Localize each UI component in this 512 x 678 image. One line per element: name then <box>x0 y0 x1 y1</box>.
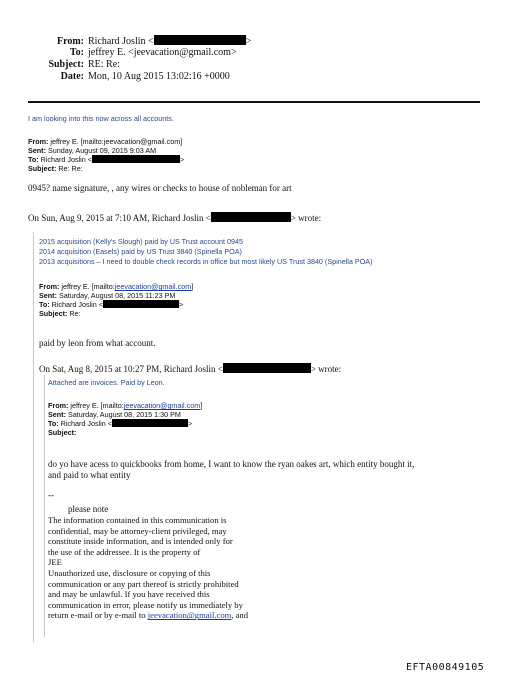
header-subject-row <box>0 59 120 71</box>
msg3-body: paid by leon from what account. <box>39 338 156 348</box>
msg3-attached-note: Attached are invoices. Paid by Leon. <box>48 378 165 387</box>
reply3-to-tail: > <box>187 419 193 428</box>
reply3-to-row <box>48 419 192 428</box>
reply1-to-tail: > <box>179 155 185 164</box>
reply1-to-label: To: <box>28 155 39 164</box>
notice-line: The information contained in this communication is <box>48 515 227 525</box>
reply1-sent-value: Sunday, August 09, 2015 9:03 AM <box>47 146 157 155</box>
msg2-wrote-line <box>28 212 321 224</box>
redaction-box <box>154 35 246 45</box>
reply1-to-value: Richard Joslin < <box>40 155 92 164</box>
reply3-sent-row <box>48 410 181 419</box>
reply2-from-prefix: jeffrey E. [mailto: <box>61 282 115 291</box>
document-id: EFTA00849105 <box>406 662 485 673</box>
header-to-row <box>0 47 237 59</box>
reply3-sent-value: Saturday, August 08, 2015 1:30 PM <box>67 410 181 419</box>
acquisition-line-1: 2015 acquisition (Kelly's Slough) paid by US Trust account 0945 <box>39 237 243 246</box>
reply3-subject-label: Subject: <box>48 428 77 437</box>
acquisition-line-3: 2013 acquisitions – I need to double check records in office but most likely US Trust 3840 (Spinella POA) <box>39 257 373 266</box>
redaction-box <box>103 300 179 308</box>
please-note-text: please note <box>68 504 109 514</box>
header-subject-label: Subject: <box>48 59 84 70</box>
redaction-box <box>92 155 180 163</box>
reply2-to-tail: > <box>178 300 184 309</box>
reply2-sent-row <box>39 291 175 300</box>
reply1-sent-label: Sent: <box>28 146 46 155</box>
header-date-row <box>0 71 230 83</box>
reply3-subject-row <box>48 428 76 437</box>
signature-dash: -- <box>48 490 54 500</box>
msg2-body: 0945? name signature, , any wires or checks to house of nobleman for art <box>28 183 292 193</box>
notice-line: communication or any part thereof is strictly prohibited <box>48 578 239 589</box>
notice-last-suffix: , and <box>231 610 249 621</box>
header-to-value: jeffrey E. <jeevacation@gmail.com> <box>88 47 237 58</box>
notice-line: JEE <box>48 557 62 568</box>
notice-line: Unauthorized use, disclosure or copying of this <box>48 567 211 578</box>
reply2-email-link[interactable]: jeevacation@gmail.com <box>114 282 192 291</box>
notice-line: confidential, may be attorney-client privileged, may <box>48 525 227 536</box>
notice-line: and may be unlawful. If you have received this <box>48 589 210 600</box>
header-divider <box>28 101 480 103</box>
msg4-line2: and paid to what entity <box>48 470 131 480</box>
redaction-box <box>223 363 311 373</box>
reply1-to-row <box>28 155 184 164</box>
reply3-to-label: To: <box>48 419 59 428</box>
notice-email-link[interactable]: jeevacation@gmail.com <box>147 610 232 621</box>
reply3-from-suffix: ] <box>200 401 203 410</box>
notice-line: the use of the addressee. It is the property of <box>48 546 201 557</box>
reply2-subject-value: Re: <box>69 309 81 318</box>
redaction-box <box>112 419 188 427</box>
reply3-from-row <box>48 401 202 410</box>
header-subject-value: RE: Re: <box>88 59 120 70</box>
notice-line: constitute inside information, and is intended only for <box>48 536 233 547</box>
header-from-label: From: <box>56 36 84 47</box>
reply3-to-value: Richard Joslin < <box>60 419 112 428</box>
notice-last-line <box>48 610 248 621</box>
msg3-wrote-prefix: On Sat, Aug 8, 2015 at 10:27 PM, Richard Joslin < <box>39 364 223 374</box>
reply2-from-label: From: <box>39 282 60 291</box>
reply2-to-row <box>39 300 183 309</box>
reply2-subject-row <box>39 309 81 318</box>
header-date-value: Mon, 10 Aug 2015 13:02:16 +0000 <box>88 71 230 82</box>
reply1-from-value: jeffrey E. [mailto:jeevacation@gmail.com] <box>50 137 183 146</box>
reply1-subject-row <box>28 164 83 173</box>
reply2-to-label: To: <box>39 300 50 309</box>
header-from-value: Richard Joslin < <box>88 36 154 47</box>
msg3-wrote-line <box>39 363 341 375</box>
reply2-sent-value: Saturday, August 08, 2015 11:23 PM <box>58 291 176 300</box>
notice-block <box>48 515 248 621</box>
notice-line: communication in error, please notify us immediately by <box>48 599 243 610</box>
reply2-from-row <box>39 282 193 291</box>
reply1-from-row <box>28 137 182 146</box>
msg3-wrote-suffix: > wrote: <box>310 364 342 374</box>
reply3-sent-label: Sent: <box>48 410 66 419</box>
redaction-box <box>211 212 291 222</box>
reply2-sent-label: Sent: <box>39 291 57 300</box>
reply2-to-value: Richard Joslin < <box>51 300 103 309</box>
msg2-wrote-suffix: > wrote: <box>290 213 322 223</box>
notice-last-prefix: return e-mail or by e-mail to <box>48 610 148 621</box>
reply1-subject-label: Subject: <box>28 164 57 173</box>
reply3-from-prefix: jeffrey E. [mailto: <box>70 401 124 410</box>
reply1-subject-value: Re: Re: <box>58 164 83 173</box>
header-date-label: Date: <box>60 71 84 82</box>
reply1-body: I am looking into this now across all accounts. <box>28 114 174 123</box>
msg4-line1: do yo have acess to quickbooks from home, I want to know the ryan oakes art, which entity bought it, <box>48 459 415 469</box>
header-from-tail: > <box>245 36 252 47</box>
quote-bar-level1 <box>33 232 34 642</box>
reply1-sent-row <box>28 146 156 155</box>
reply3-email-link[interactable]: jeevacation@gmail.com <box>123 401 201 410</box>
reply2-from-suffix: ] <box>191 282 194 291</box>
acquisition-line-2: 2014 acquisition (Easels) paid by US Trust 3840 (Spinella POA) <box>39 247 242 256</box>
reply3-from-label: From: <box>48 401 69 410</box>
header-to-label: To: <box>69 47 84 58</box>
reply2-subject-label: Subject: <box>39 309 68 318</box>
msg2-wrote-prefix: On Sun, Aug 9, 2015 at 7:10 AM, Richard Joslin < <box>28 213 211 223</box>
quote-bar-level2 <box>44 375 45 637</box>
reply1-from-label: From: <box>28 137 49 146</box>
